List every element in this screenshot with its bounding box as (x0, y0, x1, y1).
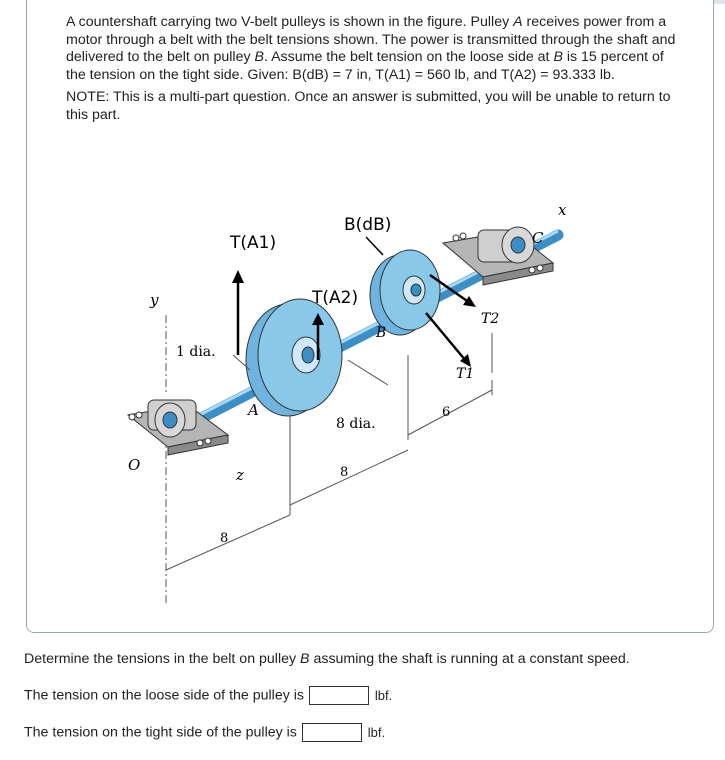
countershaft-figure (108, 185, 608, 615)
dia-8-label: 8 dia. (336, 416, 376, 432)
axis-z-label: z (236, 466, 244, 484)
pulley-b (370, 250, 440, 335)
loose-side-input[interactable] (309, 686, 369, 705)
pulley-b-ref-2: B (553, 49, 563, 65)
label-ta2: T(A2) (312, 288, 359, 308)
axis-y-label: y (150, 291, 159, 309)
tight-side-label: The tension on the tight side of the pulley is (24, 724, 297, 741)
point-b-label: B (376, 325, 387, 341)
tight-side-input[interactable] (302, 723, 362, 742)
dim-6: 6 (442, 405, 451, 420)
bdb-leader (366, 237, 383, 255)
pulley-a-ref: A (513, 14, 523, 30)
tight-side-row (24, 723, 385, 742)
figure-svg (108, 185, 608, 615)
prompt-text-2: assuming the shaft is running at a constant speed. (309, 651, 630, 667)
label-bdb: B(dB) (344, 215, 392, 235)
prompt-pulley: B (300, 651, 310, 667)
label-ta1: T(A1) (230, 233, 277, 253)
problem-text-3: . Assume the belt tension on the loose side at (263, 49, 554, 65)
problem-note: NOTE: This is a multi-part question. Once an answer is submitted, you will be unable to return to this part. (66, 89, 671, 123)
point-c-label: C (532, 229, 544, 247)
dim-8-mid: 8 (340, 465, 349, 480)
loose-side-label: The tension on the loose side of the pulley is (24, 687, 304, 704)
dia-1-label: 1 dia. (176, 344, 216, 360)
t1-label: T1 (456, 366, 475, 382)
tight-side-unit: lbf. (367, 725, 386, 740)
problem-statement (66, 14, 686, 129)
dim-8-left: 8 (220, 531, 229, 546)
t2-label: T2 (481, 311, 500, 327)
prompt-text-1: Determine the tensions in the belt on pulley (24, 651, 301, 667)
problem-text-1: A countershaft carrying two V-belt pulleys is shown in the figure. Pulley (66, 14, 514, 30)
loose-side-row (24, 686, 392, 705)
problem-text-4: is 15 percent of the tension on the tight side. Given: (66, 49, 664, 83)
axis-x-label: x (558, 201, 567, 219)
loose-side-unit: lbf. (374, 688, 393, 703)
point-a-label: A (248, 401, 259, 419)
problem-text (66, 14, 686, 84)
pulley-a (246, 299, 342, 416)
pulley-b-ref: B (254, 49, 264, 65)
question-prompt (24, 651, 630, 667)
origin-label: O (128, 456, 141, 474)
problem-text-2: receives power from a motor through a belt with the belt tensions shown. The power is transmitted through the shaft and delivered to the belt on pulley (66, 14, 676, 65)
given-values: B(dB) = 7 in, T(A1) = 560 lb, and T(A2) = 93.333 lb. (292, 66, 615, 83)
